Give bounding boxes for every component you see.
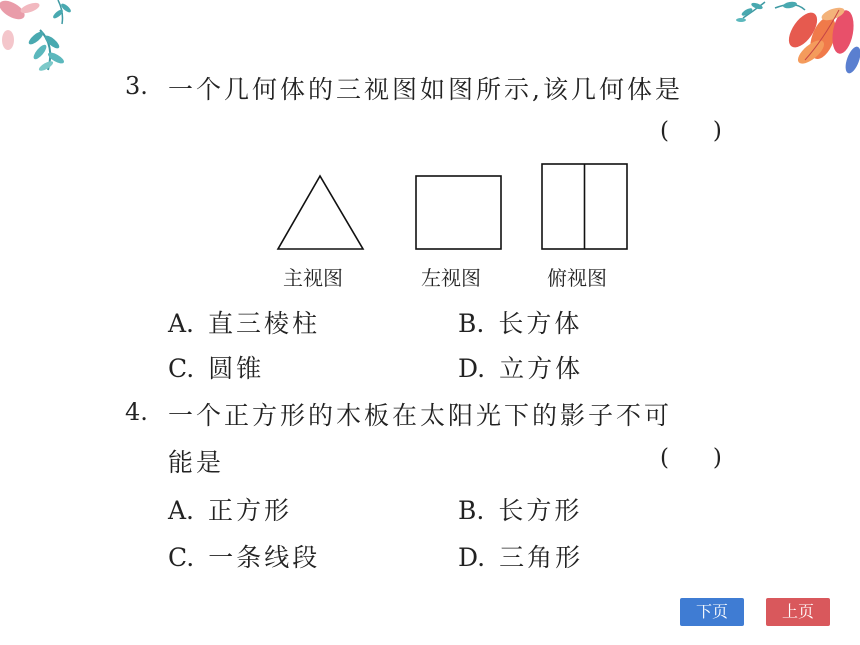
top-view-label: 俯视图 [547,266,607,290]
three-views-figure [270,160,640,260]
question-4-option-c[interactable] [168,538,320,574]
question-3-option-d[interactable] [458,349,583,385]
option-letter: B. [458,309,485,338]
question-3-option-a[interactable] [168,304,320,340]
option-letter: C. [168,354,195,383]
question-4-number: 4. [125,398,148,426]
option-letter: C. [168,543,195,572]
option-text: 长方体 [498,309,583,338]
option-letter: A. [168,309,195,338]
option-text: 长方形 [498,496,583,525]
question-3-number: 3. [125,72,148,100]
question-3-stem: 一个几何体的三视图如图所示,该几何体是 [168,75,683,104]
question-4-stem-line-1: 一个正方形的木板在太阳光下的影子不可 [168,401,673,430]
option-text: 一条线段 [208,543,321,572]
floral-decoration-top-right-icon [735,0,860,85]
question-4-option-a[interactable] [168,491,292,527]
question-4-stem-line-2: 能是 [168,448,225,477]
option-letter: B. [458,496,485,525]
floral-decoration-top-left-icon [0,0,110,95]
option-text: 圆锥 [208,354,265,383]
next-page-button[interactable]: 下页 [680,598,744,626]
option-letter: D. [458,354,486,383]
option-text: 立方体 [499,354,584,383]
option-letter: D. [458,543,486,572]
question-3-option-c[interactable] [168,349,264,385]
side-view-rectangle [416,176,501,249]
question-3-answer-bracket[interactable]: ( ) [660,118,722,144]
previous-page-button[interactable]: 上页 [766,598,830,626]
side-view-label: 左视图 [421,266,481,290]
question-3-option-b[interactable] [458,304,582,340]
option-text: 三角形 [499,543,584,572]
option-text: 直三棱柱 [208,309,321,338]
question-4-answer-bracket[interactable]: ( ) [660,445,722,471]
question-4-option-d[interactable] [458,538,583,574]
question-4-option-b[interactable] [458,491,582,527]
option-letter: A. [168,496,195,525]
front-view-triangle [278,176,363,249]
front-view-label: 主视图 [283,266,343,290]
option-text: 正方形 [208,496,293,525]
